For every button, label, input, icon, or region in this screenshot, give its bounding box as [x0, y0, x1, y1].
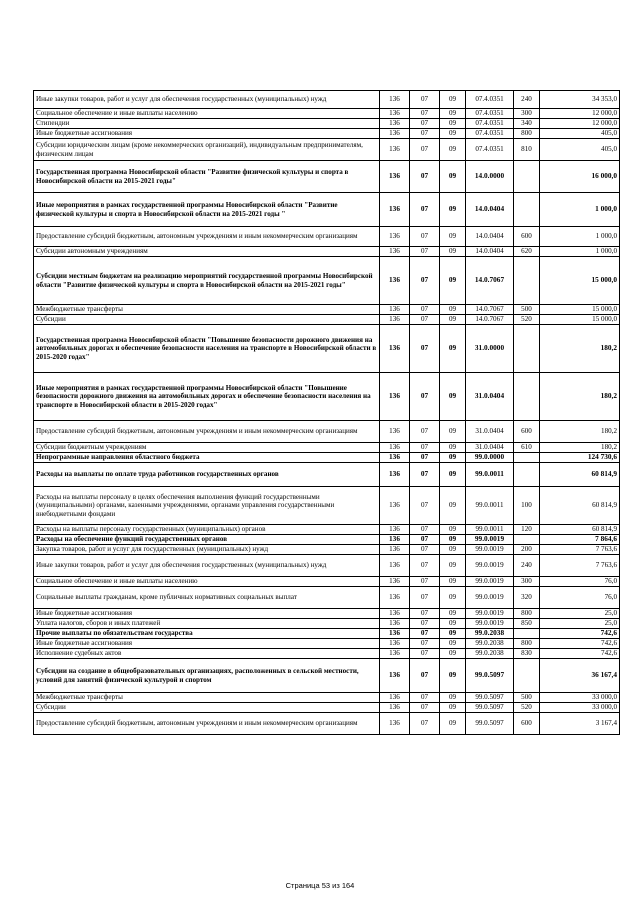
row-target-code: 07.4.0351 [466, 91, 514, 109]
row-target-code: 99.0.0000 [466, 453, 514, 463]
row-target-code: 14.0.7067 [466, 257, 514, 305]
row-expense-type-code: 610 [514, 443, 540, 453]
row-ministry-code: 136 [380, 525, 410, 535]
row-ministry-code: 136 [380, 373, 410, 421]
row-name: Государственная программа Новосибирской области "Развитие физической культуры и спорта в Новосибирской области на 2015-2021 годы" [34, 161, 380, 193]
row-name: Предоставление субсидий бюджетным, автономным учреждениям и иным некоммерческим организациям [34, 227, 380, 247]
row-name: Закупка товаров, работ и услуг для государственных (муниципальных) нужд [34, 545, 380, 555]
row-section-code: 07 [410, 659, 440, 693]
row-name: Иные закупки товаров, работ и услуг для обеспечения государственных (муниципальных) нужд [34, 555, 380, 577]
row-section-code: 07 [410, 693, 440, 703]
table-row [34, 305, 620, 315]
row-amount: 33 000,0 [540, 703, 620, 713]
row-subsection-code: 09 [440, 619, 466, 629]
table-row [34, 257, 620, 305]
row-target-code: 14.0.0404 [466, 193, 514, 227]
row-expense-type-code [514, 161, 540, 193]
row-name: Субсидии юридическим лицам (кроме некоммерческих организаций), индивидуальным предпринимателям, физическим лицам [34, 139, 380, 161]
row-expense-type-code [514, 535, 540, 545]
row-amount: 3 167,4 [540, 713, 620, 735]
row-section-code: 07 [410, 587, 440, 609]
row-name: Иные мероприятия в рамках государственной программы Новосибирской области "Повышение безопасности дорожного движения на автомобильных дорогах и обеспечение безопасности населения на транспорте в Новосибирской области в 2015-2020 годах" [34, 373, 380, 421]
row-ministry-code: 136 [380, 555, 410, 577]
row-subsection-code: 09 [440, 109, 466, 119]
table-row [34, 139, 620, 161]
row-subsection-code: 09 [440, 545, 466, 555]
row-amount: 12 000,0 [540, 109, 620, 119]
row-expense-type-code: 800 [514, 639, 540, 649]
row-section-code: 07 [410, 577, 440, 587]
table-row [34, 535, 620, 545]
row-target-code: 99.0.0019 [466, 545, 514, 555]
row-section-code: 07 [410, 129, 440, 139]
table-row [34, 315, 620, 325]
row-expense-type-code [514, 463, 540, 487]
row-subsection-code: 09 [440, 649, 466, 659]
row-target-code: 14.0.0404 [466, 247, 514, 257]
row-amount: 742,6 [540, 629, 620, 639]
row-name: Субсидии [34, 315, 380, 325]
row-target-code: 99.0.5097 [466, 713, 514, 735]
row-target-code: 14.0.7067 [466, 305, 514, 315]
row-section-code: 07 [410, 487, 440, 525]
row-target-code: 99.0.0011 [466, 487, 514, 525]
table-row [34, 649, 620, 659]
row-subsection-code: 09 [440, 305, 466, 315]
row-expense-type-code: 120 [514, 525, 540, 535]
table-row [34, 577, 620, 587]
row-section-code: 07 [410, 443, 440, 453]
row-amount: 76,0 [540, 587, 620, 609]
row-name: Расходы на обеспечение функций государственных органов [34, 535, 380, 545]
row-target-code: 07.4.0351 [466, 109, 514, 119]
row-section-code: 07 [410, 139, 440, 161]
row-amount: 60 814,9 [540, 487, 620, 525]
table-row [34, 525, 620, 535]
row-ministry-code: 136 [380, 305, 410, 315]
row-section-code: 07 [410, 325, 440, 373]
row-ministry-code: 136 [380, 193, 410, 227]
row-subsection-code: 09 [440, 577, 466, 587]
row-expense-type-code: 850 [514, 619, 540, 629]
table-row [34, 619, 620, 629]
row-name: Субсидии бюджетным учреждениям [34, 443, 380, 453]
row-section-code: 07 [410, 247, 440, 257]
table-row [34, 373, 620, 421]
row-ministry-code: 136 [380, 443, 410, 453]
row-subsection-code: 09 [440, 659, 466, 693]
budget-table [33, 90, 620, 735]
row-subsection-code: 09 [440, 487, 466, 525]
table-row [34, 109, 620, 119]
table-row [34, 421, 620, 443]
row-target-code: 14.0.0000 [466, 161, 514, 193]
row-name: Межбюджетные трансферты [34, 693, 380, 703]
table-row [34, 129, 620, 139]
row-expense-type-code: 520 [514, 703, 540, 713]
row-ministry-code: 136 [380, 577, 410, 587]
table-row [34, 609, 620, 619]
row-expense-type-code: 240 [514, 555, 540, 577]
row-section-code: 07 [410, 525, 440, 535]
row-ministry-code: 136 [380, 247, 410, 257]
table-row [34, 629, 620, 639]
row-subsection-code: 09 [440, 315, 466, 325]
row-subsection-code: 09 [440, 453, 466, 463]
row-ministry-code: 136 [380, 463, 410, 487]
row-section-code: 07 [410, 463, 440, 487]
row-amount: 16 000,0 [540, 161, 620, 193]
table-row [34, 487, 620, 525]
row-ministry-code: 136 [380, 609, 410, 619]
row-amount: 124 730,6 [540, 453, 620, 463]
row-name: Субсидии автономным учреждениям [34, 247, 380, 257]
row-name: Расходы на выплаты персоналу государственных (муниципальных) органов [34, 525, 380, 535]
table-row [34, 545, 620, 555]
table-row [34, 325, 620, 373]
row-target-code: 31.0.0404 [466, 421, 514, 443]
row-name: Субсидии на создание в общеобразовательных организациях, расположенных в сельской местности, условий для занятий физической культурой и спортом [34, 659, 380, 693]
row-ministry-code: 136 [380, 487, 410, 525]
budget-table-body [34, 91, 620, 735]
table-row [34, 453, 620, 463]
row-amount: 1 000,0 [540, 247, 620, 257]
table-row [34, 555, 620, 577]
table-row [34, 161, 620, 193]
row-amount: 15 000,0 [540, 315, 620, 325]
row-ministry-code: 136 [380, 619, 410, 629]
row-target-code: 99.0.0019 [466, 535, 514, 545]
row-subsection-code: 09 [440, 119, 466, 129]
row-section-code: 07 [410, 193, 440, 227]
row-subsection-code: 09 [440, 139, 466, 161]
table-row [34, 639, 620, 649]
row-ministry-code: 136 [380, 703, 410, 713]
row-amount: 76,0 [540, 577, 620, 587]
row-target-code: 07.4.0351 [466, 129, 514, 139]
row-name: Иные бюджетные ассигнования [34, 609, 380, 619]
row-target-code: 07.4.0351 [466, 119, 514, 129]
row-section-code: 07 [410, 373, 440, 421]
row-section-code: 07 [410, 305, 440, 315]
row-section-code: 07 [410, 619, 440, 629]
row-name: Иные бюджетные ассигнования [34, 639, 380, 649]
row-target-code: 99.0.5097 [466, 703, 514, 713]
row-amount: 60 814,9 [540, 525, 620, 535]
row-target-code: 99.0.0011 [466, 525, 514, 535]
row-expense-type-code: 100 [514, 487, 540, 525]
row-ministry-code: 136 [380, 453, 410, 463]
row-ministry-code: 136 [380, 713, 410, 735]
row-name: Стипендии [34, 119, 380, 129]
row-amount: 742,6 [540, 639, 620, 649]
row-subsection-code: 09 [440, 443, 466, 453]
row-amount: 25,0 [540, 619, 620, 629]
row-target-code: 99.0.0019 [466, 555, 514, 577]
row-name: Иные мероприятия в рамках государственной программы Новосибирской области "Развитие физической культуры и спорта в Новосибирской области на 2015-2021 годы " [34, 193, 380, 227]
row-expense-type-code [514, 373, 540, 421]
row-subsection-code: 09 [440, 535, 466, 545]
table-row [34, 703, 620, 713]
row-expense-type-code: 340 [514, 119, 540, 129]
row-target-code: 14.0.0404 [466, 227, 514, 247]
row-subsection-code: 09 [440, 193, 466, 227]
row-section-code: 07 [410, 421, 440, 443]
row-expense-type-code: 300 [514, 109, 540, 119]
row-amount: 180,2 [540, 443, 620, 453]
row-amount: 36 167,4 [540, 659, 620, 693]
row-ministry-code: 136 [380, 325, 410, 373]
row-target-code: 07.4.0351 [466, 139, 514, 161]
row-amount: 25,0 [540, 609, 620, 619]
row-expense-type-code: 500 [514, 305, 540, 315]
row-subsection-code: 09 [440, 91, 466, 109]
row-ministry-code: 136 [380, 315, 410, 325]
row-target-code: 31.0.0404 [466, 443, 514, 453]
row-name: Субсидии местным бюджетам на реализацию мероприятий государственной программы Новосибирской области "Развитие физической культуры и спорта в Новосибирской области на 2015-2021 годы" [34, 257, 380, 305]
row-amount: 7 763,6 [540, 555, 620, 577]
row-expense-type-code: 320 [514, 587, 540, 609]
row-name: Предоставление субсидий бюджетным, автономным учреждениям и иным некоммерческим организациям [34, 713, 380, 735]
row-amount: 60 814,9 [540, 463, 620, 487]
row-name: Предоставление субсидий бюджетным, автономным учреждениям и иным некоммерческим организациям [34, 421, 380, 443]
table-row [34, 227, 620, 247]
row-ministry-code: 136 [380, 109, 410, 119]
row-expense-type-code: 300 [514, 577, 540, 587]
row-name: Расходы на выплаты персоналу в целях обеспечения выполнения функций государственными (муниципальными) органами, казенными учреждениями, органами управления государственными внебюджетными фондами [34, 487, 380, 525]
row-expense-type-code [514, 629, 540, 639]
row-ministry-code: 136 [380, 119, 410, 129]
row-subsection-code: 09 [440, 629, 466, 639]
row-amount: 15 000,0 [540, 257, 620, 305]
row-amount: 405,0 [540, 129, 620, 139]
row-target-code: 99.0.2038 [466, 639, 514, 649]
row-subsection-code: 09 [440, 373, 466, 421]
row-expense-type-code: 240 [514, 91, 540, 109]
row-subsection-code: 09 [440, 161, 466, 193]
row-expense-type-code [514, 659, 540, 693]
row-section-code: 07 [410, 161, 440, 193]
row-section-code: 07 [410, 315, 440, 325]
row-amount: 15 000,0 [540, 305, 620, 315]
row-subsection-code: 09 [440, 129, 466, 139]
row-target-code: 99.0.0019 [466, 619, 514, 629]
row-subsection-code: 09 [440, 525, 466, 535]
row-target-code: 31.0.0000 [466, 325, 514, 373]
row-amount: 1 000,0 [540, 227, 620, 247]
row-ministry-code: 136 [380, 139, 410, 161]
row-amount: 34 353,0 [540, 91, 620, 109]
row-subsection-code: 09 [440, 227, 466, 247]
row-subsection-code: 09 [440, 693, 466, 703]
row-subsection-code: 09 [440, 555, 466, 577]
table-row [34, 91, 620, 109]
row-ministry-code: 136 [380, 535, 410, 545]
row-subsection-code: 09 [440, 257, 466, 305]
row-ministry-code: 136 [380, 629, 410, 639]
table-row [34, 713, 620, 735]
row-subsection-code: 09 [440, 463, 466, 487]
row-target-code: 99.0.0019 [466, 587, 514, 609]
row-ministry-code: 136 [380, 587, 410, 609]
row-name: Прочие выплаты по обязательствам государства [34, 629, 380, 639]
row-section-code: 07 [410, 109, 440, 119]
row-section-code: 07 [410, 713, 440, 735]
row-ministry-code: 136 [380, 545, 410, 555]
row-name: Иные закупки товаров, работ и услуг для обеспечения государственных (муниципальных) нужд [34, 91, 380, 109]
row-section-code: 07 [410, 227, 440, 247]
row-section-code: 07 [410, 91, 440, 109]
row-amount: 1 000,0 [540, 193, 620, 227]
row-name: Уплата налогов, сборов и иных платежей [34, 619, 380, 629]
row-section-code: 07 [410, 535, 440, 545]
row-expense-type-code: 500 [514, 693, 540, 703]
row-section-code: 07 [410, 545, 440, 555]
row-ministry-code: 136 [380, 91, 410, 109]
row-ministry-code: 136 [380, 257, 410, 305]
row-name: Иные бюджетные ассигнования [34, 129, 380, 139]
row-ministry-code: 136 [380, 693, 410, 703]
row-ministry-code: 136 [380, 659, 410, 693]
row-expense-type-code: 800 [514, 129, 540, 139]
row-section-code: 07 [410, 453, 440, 463]
table-row [34, 463, 620, 487]
row-section-code: 07 [410, 609, 440, 619]
row-subsection-code: 09 [440, 247, 466, 257]
row-target-code: 99.0.2038 [466, 649, 514, 659]
row-name: Исполнение судебных актов [34, 649, 380, 659]
table-row [34, 659, 620, 693]
row-expense-type-code: 810 [514, 139, 540, 161]
row-expense-type-code: 600 [514, 227, 540, 247]
row-expense-type-code [514, 325, 540, 373]
row-subsection-code: 09 [440, 713, 466, 735]
row-name: Межбюджетные трансферты [34, 305, 380, 315]
row-section-code: 07 [410, 703, 440, 713]
row-ministry-code: 136 [380, 129, 410, 139]
row-subsection-code: 09 [440, 421, 466, 443]
row-amount: 12 000,0 [540, 119, 620, 129]
row-ministry-code: 136 [380, 161, 410, 193]
row-section-code: 07 [410, 639, 440, 649]
row-name: Социальное обеспечение и иные выплаты населению [34, 577, 380, 587]
row-amount: 180,2 [540, 373, 620, 421]
page-footer: Страница 53 из 164 [285, 881, 355, 890]
row-name: Непрограммные направления областного бюджета [34, 453, 380, 463]
row-target-code: 99.0.0011 [466, 463, 514, 487]
table-row [34, 443, 620, 453]
row-name: Социальные выплаты гражданам, кроме публичных нормативных социальных выплат [34, 587, 380, 609]
row-expense-type-code [514, 193, 540, 227]
row-target-code: 99.0.0019 [466, 577, 514, 587]
row-section-code: 07 [410, 649, 440, 659]
row-expense-type-code: 200 [514, 545, 540, 555]
row-section-code: 07 [410, 257, 440, 305]
row-expense-type-code: 830 [514, 649, 540, 659]
row-name: Государственная программа Новосибирской области "Повышение безопасности дорожного движения на автомобильных дорогах и обеспечение безопасности населения на транспорте в Новосибирской области в 2015-2020 годах" [34, 325, 380, 373]
row-amount: 180,2 [540, 421, 620, 443]
row-expense-type-code: 620 [514, 247, 540, 257]
row-name: Социальное обеспечение и иные выплаты населению [34, 109, 380, 119]
row-amount: 405,0 [540, 139, 620, 161]
row-ministry-code: 136 [380, 421, 410, 443]
row-target-code: 31.0.0404 [466, 373, 514, 421]
row-subsection-code: 09 [440, 639, 466, 649]
table-row [34, 193, 620, 227]
row-amount: 742,6 [540, 649, 620, 659]
row-subsection-code: 09 [440, 325, 466, 373]
row-subsection-code: 09 [440, 587, 466, 609]
row-amount: 180,2 [540, 325, 620, 373]
row-ministry-code: 136 [380, 639, 410, 649]
row-section-code: 07 [410, 629, 440, 639]
row-ministry-code: 136 [380, 649, 410, 659]
row-expense-type-code: 600 [514, 421, 540, 443]
row-target-code: 99.0.5097 [466, 693, 514, 703]
row-expense-type-code [514, 453, 540, 463]
row-amount: 33 000,0 [540, 693, 620, 703]
row-expense-type-code: 520 [514, 315, 540, 325]
row-name: Расходы на выплаты по оплате труда работников государственных органов [34, 463, 380, 487]
row-expense-type-code [514, 257, 540, 305]
row-subsection-code: 09 [440, 609, 466, 619]
table-row [34, 119, 620, 129]
row-amount: 7 864,6 [540, 535, 620, 545]
row-amount: 7 763,6 [540, 545, 620, 555]
row-subsection-code: 09 [440, 703, 466, 713]
table-row [34, 247, 620, 257]
table-row [34, 693, 620, 703]
table-row [34, 587, 620, 609]
row-name: Субсидии [34, 703, 380, 713]
row-target-code: 99.0.0019 [466, 609, 514, 619]
row-section-code: 07 [410, 119, 440, 129]
row-target-code: 99.0.2038 [466, 629, 514, 639]
row-target-code: 14.0.7067 [466, 315, 514, 325]
row-expense-type-code: 600 [514, 713, 540, 735]
row-expense-type-code: 800 [514, 609, 540, 619]
row-ministry-code: 136 [380, 227, 410, 247]
row-section-code: 07 [410, 555, 440, 577]
row-target-code: 99.0.5097 [466, 659, 514, 693]
